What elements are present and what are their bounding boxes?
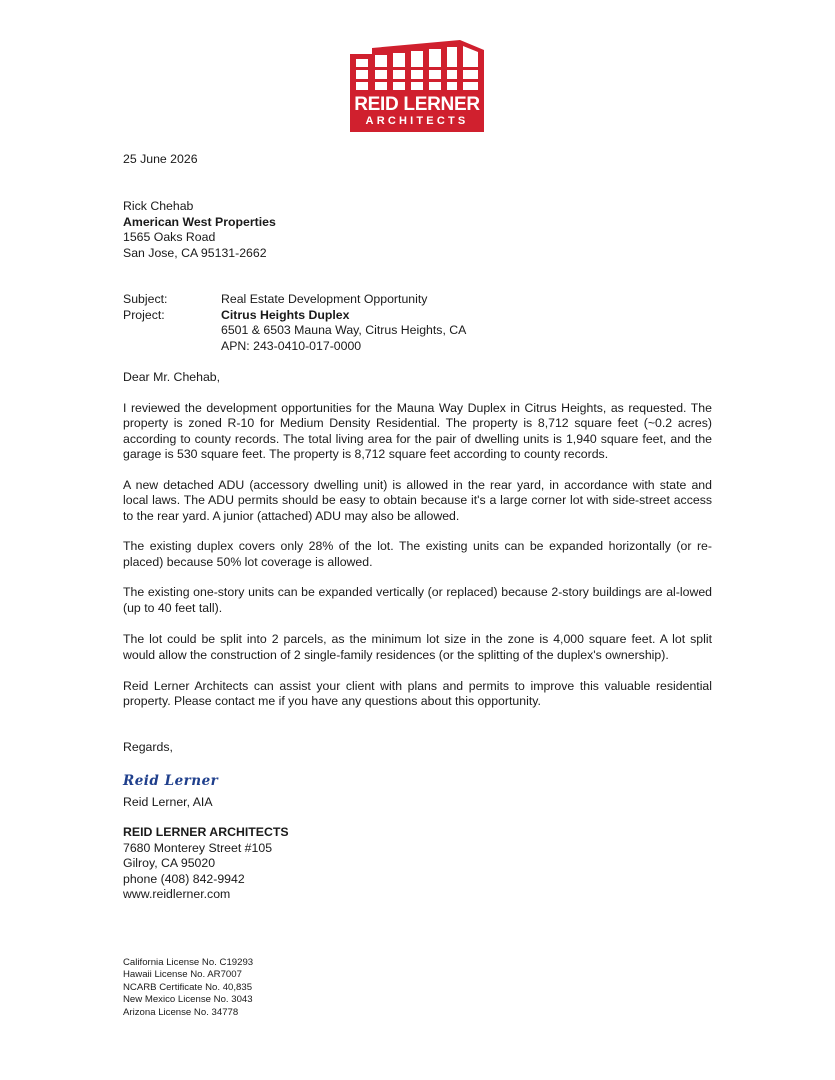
signature: Reid Lerner — [123, 773, 219, 789]
subject-label: Subject: — [123, 292, 168, 306]
firm-phone: phone (408) 842-9942 — [123, 871, 245, 886]
signer-name: Reid Lerner, AIA — [123, 794, 213, 809]
license-line: California License No. C19293 — [123, 957, 254, 968]
body-paragraph: A new detached ADU (accessory dwelling unit) is allowed in the rear yard, in accordance with state and local laws. The ADU permits should be easy to obtain because it's a large corner lot with side-street access to the rear yard. A junior (attached) ADU may also be allowed. — [123, 477, 712, 523]
recipient-name: Rick Chehab — [123, 199, 194, 213]
license-line: Arizona License No. 34778 — [123, 1006, 239, 1018]
body-paragraph: The existing one-story units can be expanded vertically (or replaced) because 2-story buildings are al-lowed (up to 40 feet tall). — [123, 585, 712, 615]
recipient-city: San Jose, CA 95131-2662 — [123, 245, 267, 260]
project-label: Project: — [123, 307, 165, 322]
project-address: 6501 & 6503 Mauna Way, Citrus Heights, CA — [221, 323, 467, 337]
recipient-street: 1565 Oaks Road — [123, 230, 216, 244]
firm-logo — [350, 40, 484, 132]
letter-date: 25 June 2026 — [123, 152, 198, 166]
project-apn: APN: 243-0410-017-0000 — [221, 338, 362, 353]
logo-firm-name: REID LERNER — [354, 94, 480, 115]
project-name: Citrus Heights Duplex — [221, 307, 350, 322]
body-paragraph: I reviewed the development opportunities for the Mauna Way Duplex in Citrus Heights, as requested. The property is zoned R-10 for Medium Density Residential. The property is 8,712 square feet (~0.2 acres) according to county records. The total living area for the pair of dwelling units is 1,940 square feet, and the garage is 530 square feet. The property is 8,712 square feet according to county records. — [123, 400, 712, 461]
firm-city: Gilroy, CA 95020 — [123, 856, 216, 870]
subject-value: Real Estate Development Opportunity — [221, 292, 428, 306]
license-line: New Mexico License No. 3043 — [123, 994, 253, 1006]
firm-street: 7680 Monterey Street #105 — [123, 840, 273, 855]
closing: Regards, — [123, 740, 173, 754]
license-line: NCARB Certificate No. 40,835 — [123, 981, 253, 993]
firm-website[interactable]: www.reidlerner.com — [123, 887, 231, 901]
salutation: Dear Mr. Chehab, — [123, 370, 221, 384]
body-paragraph: The existing duplex covers only 28% of the lot. The existing units can be expanded horizontally (or re-placed) because 50% lot coverage is allowed. — [123, 539, 712, 569]
firm-name: REID LERNER ARCHITECTS — [123, 825, 289, 839]
recipient-company: American West Properties — [123, 214, 276, 229]
body-paragraph: Reid Lerner Architects can assist your client with plans and permits to improve this valuable residential property. Please contact me if you have any questions about this opportunity. — [123, 678, 712, 708]
logo-firm-type: ARCHITECTS — [365, 115, 469, 127]
body-paragraph: The lot could be split into 2 parcels, as the minimum lot size in the zone is 4,000 square feet. A lot split would allow the construction of 2 single-family residences (or the splitting of the duplex's ownership). — [123, 632, 712, 662]
license-line: Hawaii License No. AR7007 — [123, 969, 242, 981]
